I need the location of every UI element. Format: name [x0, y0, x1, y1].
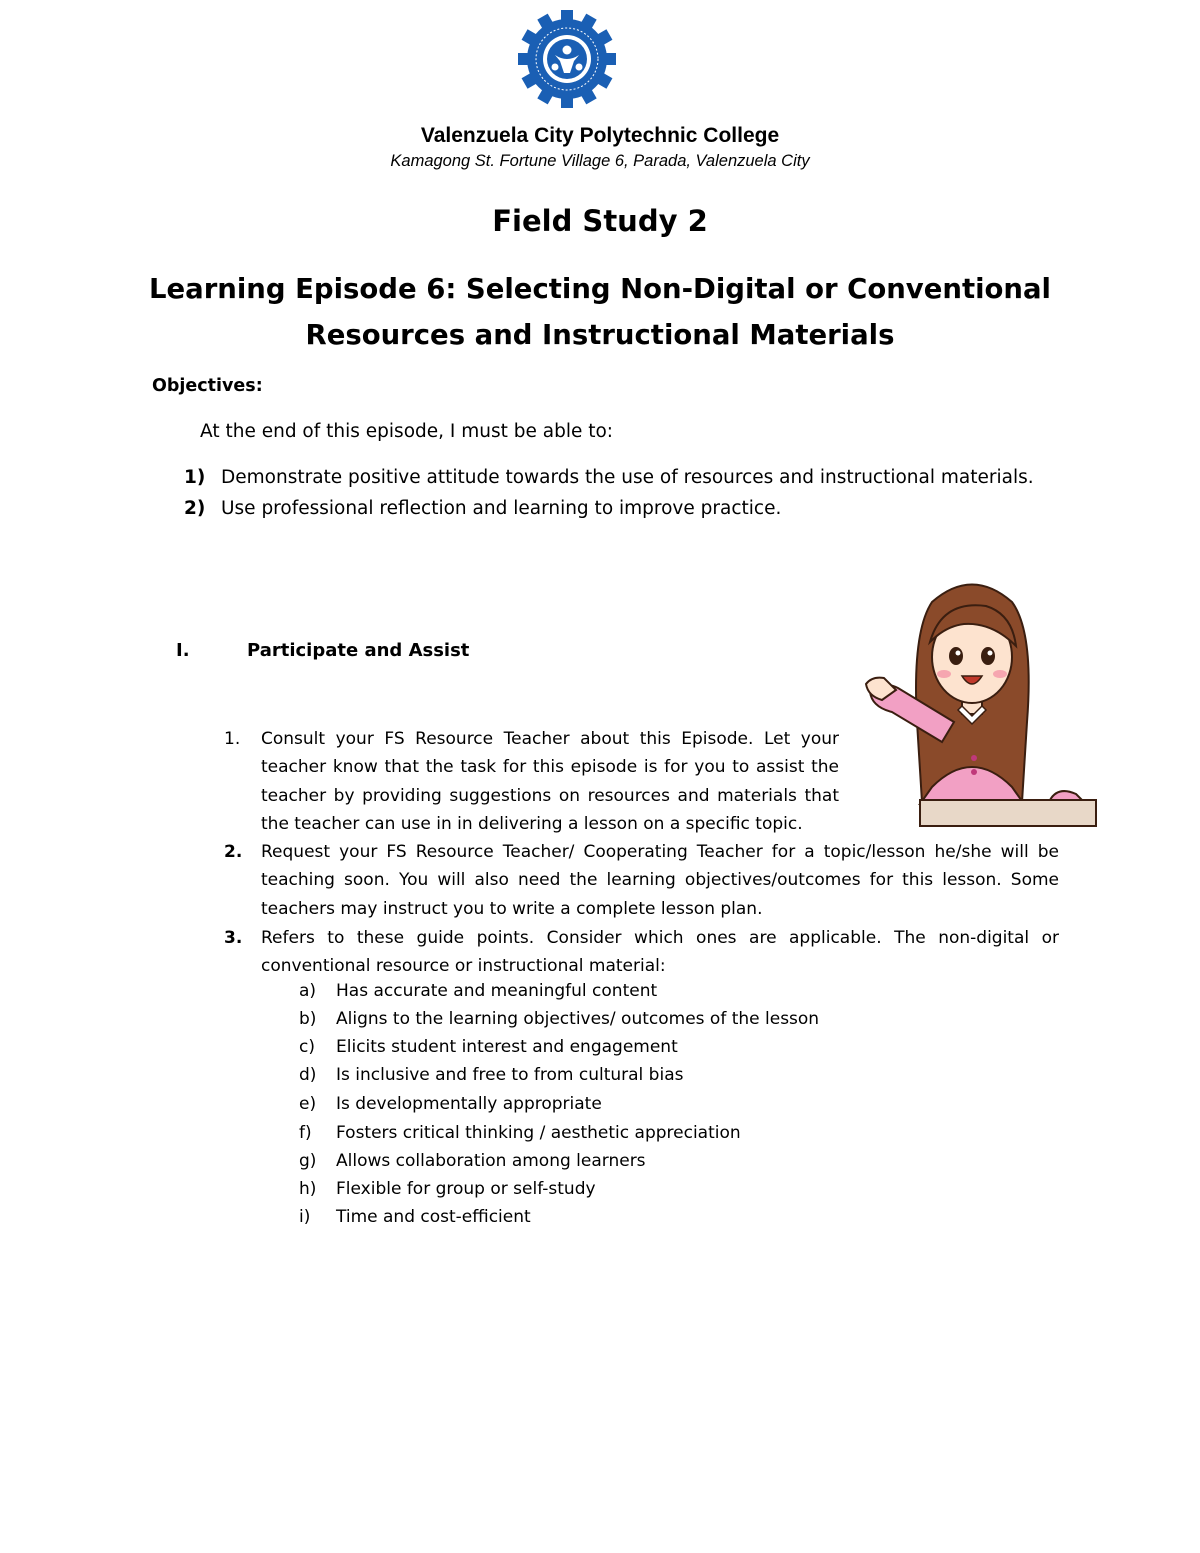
guide-point-text: Time and cost-efficient: [336, 1207, 531, 1227]
objective-text: Use professional reflection and learning to improve practice.: [221, 498, 782, 519]
guide-point-letter: a): [299, 981, 317, 1001]
guide-point-text: Elicits student interest and engagement: [336, 1037, 678, 1057]
objectives-heading: Objectives:: [152, 376, 263, 396]
objective-number: 1): [184, 467, 206, 488]
task-text: Request your FS Resource Teacher/ Cooperating Teacher for a topic/lesson he/she will be teaching soon. You will also need the learning objectives/outcomes for this lesson. Some teachers may instruct you to write a complete lesson plan.: [261, 842, 1059, 919]
guide-point-letter: d): [299, 1065, 317, 1085]
guide-point-letter: c): [299, 1037, 315, 1057]
task-text: Consult your FS Resource Teacher about this Episode. Let your teacher know that the task for this episode is for you to assist the teacher by providing suggestions on resources and materials that the teacher can use in in delivering a lesson on a specific topic.: [261, 729, 839, 835]
guide-point-text: Aligns to the learning objectives/ outcomes of the lesson: [336, 1009, 820, 1029]
guide-point-text: Flexible for group or self-study: [336, 1179, 596, 1199]
task-number: 3.: [224, 928, 243, 948]
guide-point-text: Fosters critical thinking / aesthetic appreciation: [336, 1123, 741, 1143]
college-name: Valenzuela City Polytechnic College: [420, 124, 780, 147]
document-title: Field Study 2: [492, 204, 708, 238]
guide-point-letter: h): [299, 1179, 317, 1199]
teacher-cartoon-icon: [862, 572, 1098, 828]
guide-point-letter: f): [299, 1123, 312, 1143]
guide-point-text: Is developmentally appropriate: [336, 1094, 602, 1114]
task-number: 1.: [224, 729, 241, 749]
task-text: Refers to these guide points. Consider which ones are applicable. The non-digital or conventional resource or instructional material:: [261, 928, 1059, 977]
guide-point-text: Allows collaboration among learners: [336, 1151, 646, 1171]
college-address: Kamagong St. Fortune Village 6, Parada, Valenzuela City: [390, 152, 810, 170]
guide-point-letter: g): [299, 1151, 317, 1171]
section-number: I.: [176, 640, 190, 661]
episode-title: Learning Episode 6: Selecting Non-Digital or Conventional Resources and Instructional Materials: [149, 273, 1051, 351]
guide-point-letter: e): [299, 1094, 317, 1114]
guide-point-text: Is inclusive and free to from cultural bias: [336, 1065, 684, 1085]
objective-text: Demonstrate positive attitude towards the use of resources and instructional materials.: [221, 467, 1034, 488]
objectives-intro: At the end of this episode, I must be able to:: [200, 421, 614, 442]
objective-number: 2): [184, 498, 206, 519]
guide-point-text: Has accurate and meaningful content: [336, 981, 658, 1001]
college-seal-logo-icon: [508, 10, 626, 108]
guide-point-letter: i): [299, 1207, 311, 1227]
section-title: Participate and Assist: [247, 640, 470, 661]
guide-point-letter: b): [299, 1009, 317, 1029]
task-number: 2.: [224, 842, 243, 862]
